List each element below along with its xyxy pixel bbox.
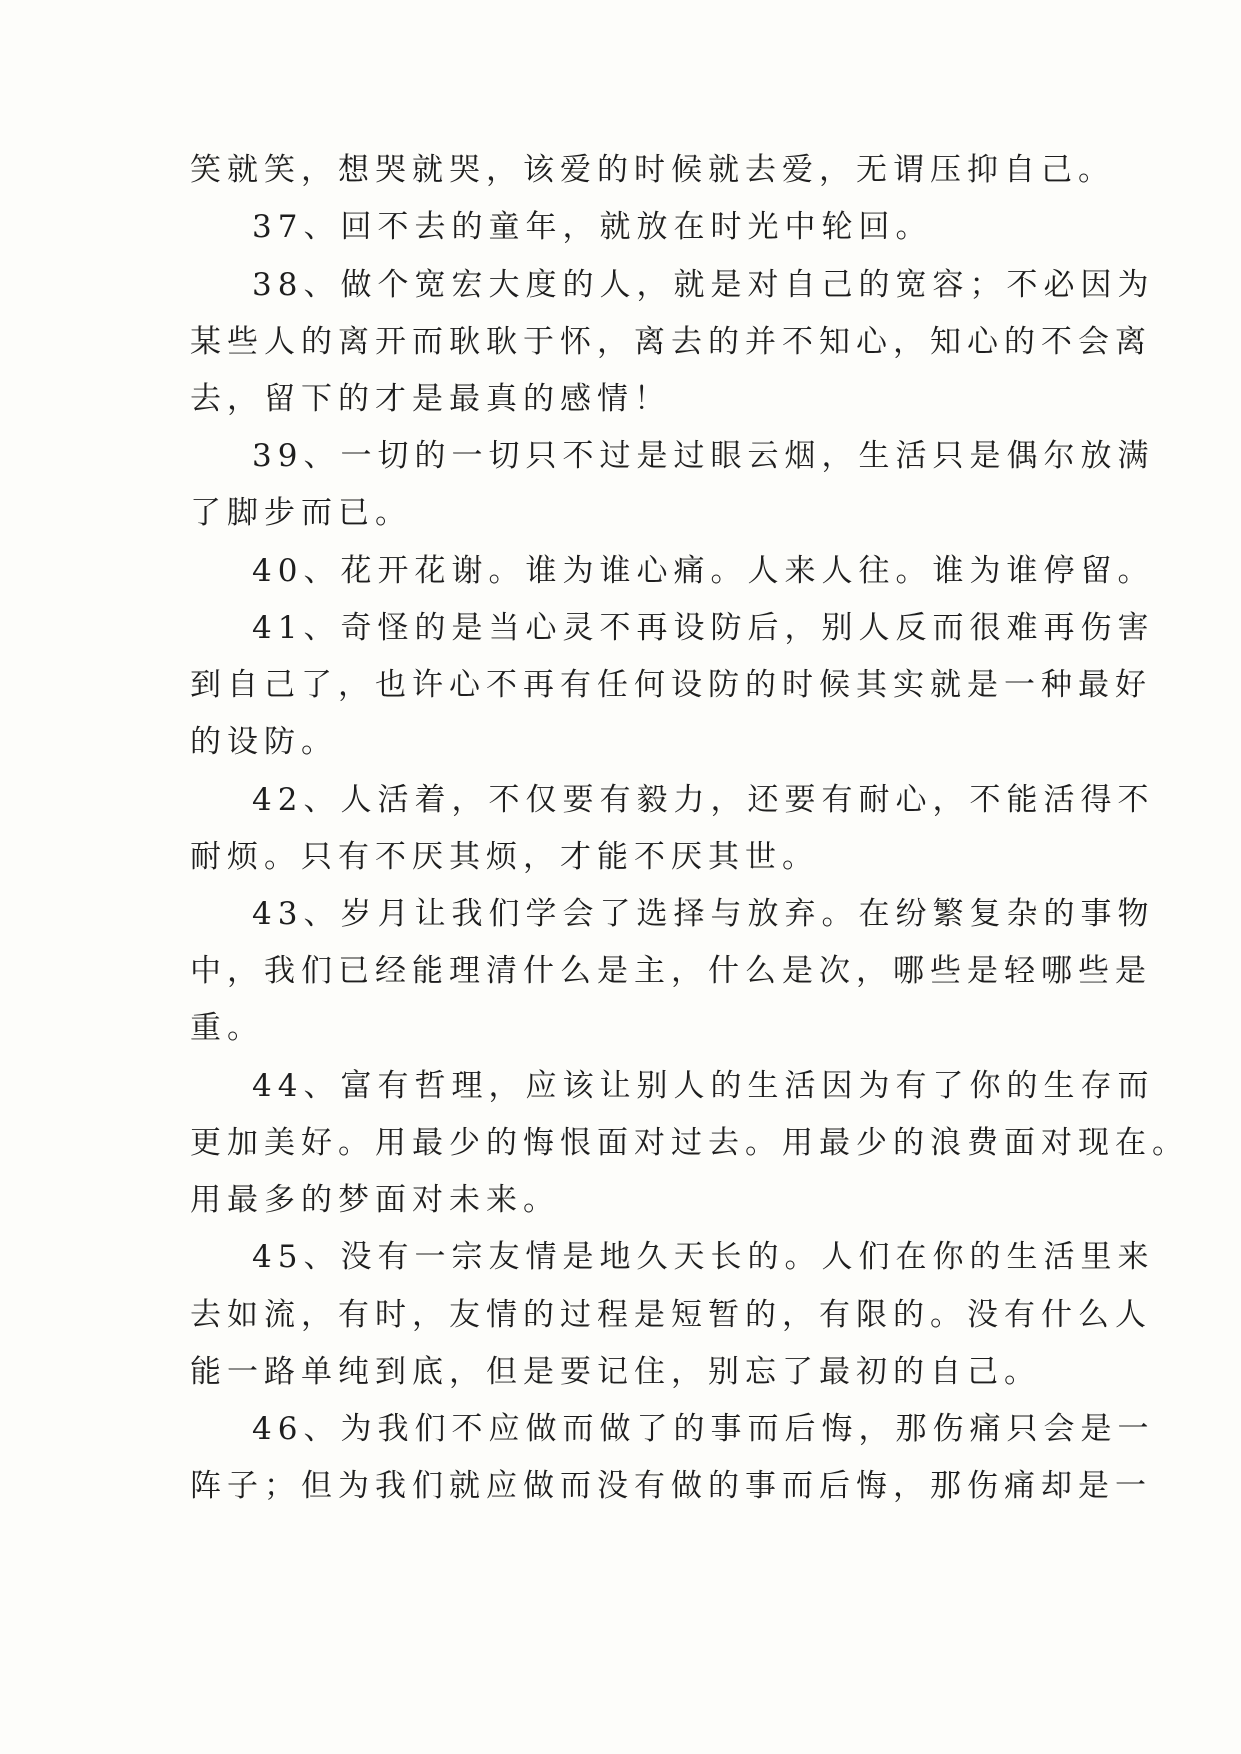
text-line: 44、富有哲理，应该让别人的生活因为有了你的生存而	[252, 1068, 1155, 1104]
text-line: 43、岁月让我们学会了选择与放弃。在纷繁复杂的事物	[252, 896, 1155, 932]
text-line: 去，留下的才是最真的感情！	[190, 381, 671, 417]
text-line: 42、人活着，不仅要有毅力，还要有耐心，不能活得不	[252, 782, 1155, 818]
text-line: 中，我们已经能理清什么是主，什么是次，哪些是轻哪些是	[190, 953, 1152, 989]
text-line: 用最多的梦面对未来。	[190, 1182, 560, 1218]
text-line: 41、奇怪的是当心灵不再设防后，别人反而很难再伤害	[252, 610, 1155, 646]
text-line: 能一路单纯到底，但是要记住，别忘了最初的自己。	[190, 1354, 1041, 1390]
text-line: 40、花开花谢。谁为谁心痛。人来人往。谁为谁停留。	[252, 553, 1155, 589]
text-line: 去如流，有时，友情的过程是短暂的，有限的。没有什么人	[190, 1297, 1152, 1333]
text-line: 的设防。	[190, 724, 338, 760]
text-line: 38、做个宽宏大度的人，就是对自己的宽容；不必因为	[252, 267, 1155, 303]
text-line: 39、一切的一切只不过是过眼云烟，生活只是偶尔放满	[252, 438, 1155, 474]
text-line: 某些人的离开而耿耿于怀，离去的并不知心，知心的不会离	[190, 324, 1152, 360]
text-line: 阵子；但为我们就应做而没有做的事而后悔，那伤痛却是一	[190, 1468, 1152, 1504]
text-line: 37、回不去的童年，就放在时光中轮回。	[252, 209, 933, 245]
text-line: 笑就笑，想哭就哭，该爱的时候就去爱，无谓压抑自己。	[190, 152, 1115, 188]
text-line: 耐烦。只有不厌其烦，才能不厌其世。	[190, 839, 819, 875]
text-line: 到自己了，也许心不再有任何设防的时候其实就是一种最好	[190, 667, 1152, 703]
text-line: 更加美好。用最少的悔恨面对过去。用最少的浪费面对现在。	[190, 1125, 1189, 1161]
text-line: 重。	[190, 1010, 264, 1046]
text-line: 46、为我们不应做而做了的事而后悔，那伤痛只会是一	[252, 1411, 1155, 1447]
text-line: 了脚步而已。	[190, 495, 412, 531]
text-line: 45、没有一宗友情是地久天长的。人们在你的生活里来	[252, 1239, 1155, 1275]
